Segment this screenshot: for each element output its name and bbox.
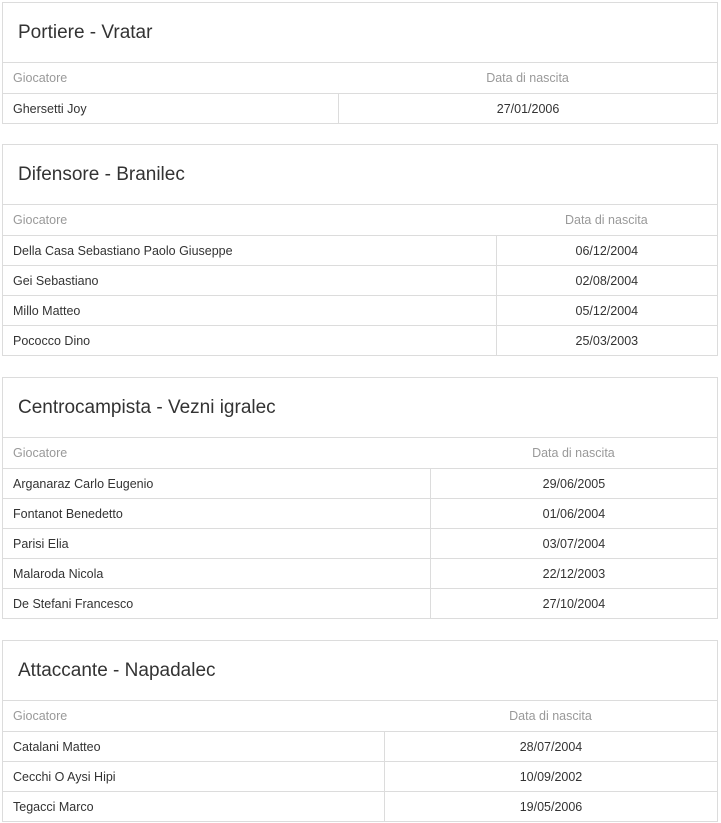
table-row xyxy=(3,761,717,791)
table-header-row xyxy=(3,205,717,235)
column-header-player: Giocatore xyxy=(13,71,68,85)
player-birth-date: 02/08/2004 xyxy=(496,266,717,295)
table-row xyxy=(3,528,717,558)
player-birth-date: 29/06/2005 xyxy=(430,469,717,498)
player-name: Malaroda Nicola xyxy=(13,566,104,581)
column-header-birth: Data di nascita xyxy=(532,446,615,460)
table-header-row xyxy=(3,701,717,731)
column-header-player: Giocatore xyxy=(13,446,68,460)
player-birth-date: 03/07/2004 xyxy=(430,529,717,558)
table-row xyxy=(3,468,717,498)
players-table xyxy=(3,63,717,123)
table-row xyxy=(3,265,717,295)
player-name: Ghersetti Joy xyxy=(13,101,87,116)
table-row xyxy=(3,93,717,123)
player-name: Pococco Dino xyxy=(13,333,91,348)
column-header-birth: Data di nascita xyxy=(509,709,592,723)
player-name: Parisi Elia xyxy=(13,536,69,551)
column-header-birth: Data di nascita xyxy=(564,213,648,227)
table-header-row xyxy=(3,63,717,93)
section-difensore xyxy=(2,144,718,356)
player-name: Della Casa Sebastiano Paolo Giuseppe xyxy=(13,243,233,258)
table-row xyxy=(3,295,717,325)
table-row xyxy=(3,558,717,588)
section-attaccante xyxy=(2,640,718,822)
player-birth-date: 27/10/2004 xyxy=(430,589,717,618)
player-birth-date: 28/07/2004 xyxy=(384,732,717,761)
player-name: Fontanot Benedetto xyxy=(13,506,123,521)
player-birth-date: 27/01/2006 xyxy=(338,94,717,123)
players-table xyxy=(3,205,717,355)
section-title: Centrocampista - Vezni igralec xyxy=(3,378,717,438)
section-portiere xyxy=(2,2,718,124)
player-name: De Stefani Francesco xyxy=(13,596,134,611)
player-birth-date: 25/03/2003 xyxy=(496,326,717,355)
players-table xyxy=(3,438,717,618)
player-name: Gei Sebastiano xyxy=(13,273,99,288)
table-row xyxy=(3,588,717,618)
player-birth-date: 05/12/2004 xyxy=(496,296,717,325)
table-row xyxy=(3,791,717,821)
column-header-birth: Data di nascita xyxy=(486,71,569,85)
player-birth-date: 06/12/2004 xyxy=(496,236,717,265)
players-table xyxy=(3,701,717,821)
player-name: Catalani Matteo xyxy=(13,739,101,754)
section-title: Difensore - Branilec xyxy=(3,145,717,205)
player-birth-date: 19/05/2006 xyxy=(384,792,717,821)
section-centrocampista xyxy=(2,377,718,619)
table-row xyxy=(3,731,717,761)
table-header-row xyxy=(3,438,717,468)
player-birth-date: 22/12/2003 xyxy=(430,559,717,588)
player-name: Cecchi O Aysi Hipi xyxy=(13,769,116,784)
player-name: Millo Matteo xyxy=(13,303,81,318)
player-birth-date: 10/09/2002 xyxy=(384,762,717,791)
table-row xyxy=(3,235,717,265)
table-row xyxy=(3,325,717,355)
player-name: Tegacci Marco xyxy=(13,799,94,814)
player-birth-date: 01/06/2004 xyxy=(430,499,717,528)
column-header-player: Giocatore xyxy=(13,709,68,723)
player-name: Arganaraz Carlo Eugenio xyxy=(13,476,154,491)
column-header-player: Giocatore xyxy=(13,213,68,227)
table-row xyxy=(3,498,717,528)
section-title: Attaccante - Napadalec xyxy=(3,641,717,701)
section-title: Portiere - Vratar xyxy=(3,3,717,63)
